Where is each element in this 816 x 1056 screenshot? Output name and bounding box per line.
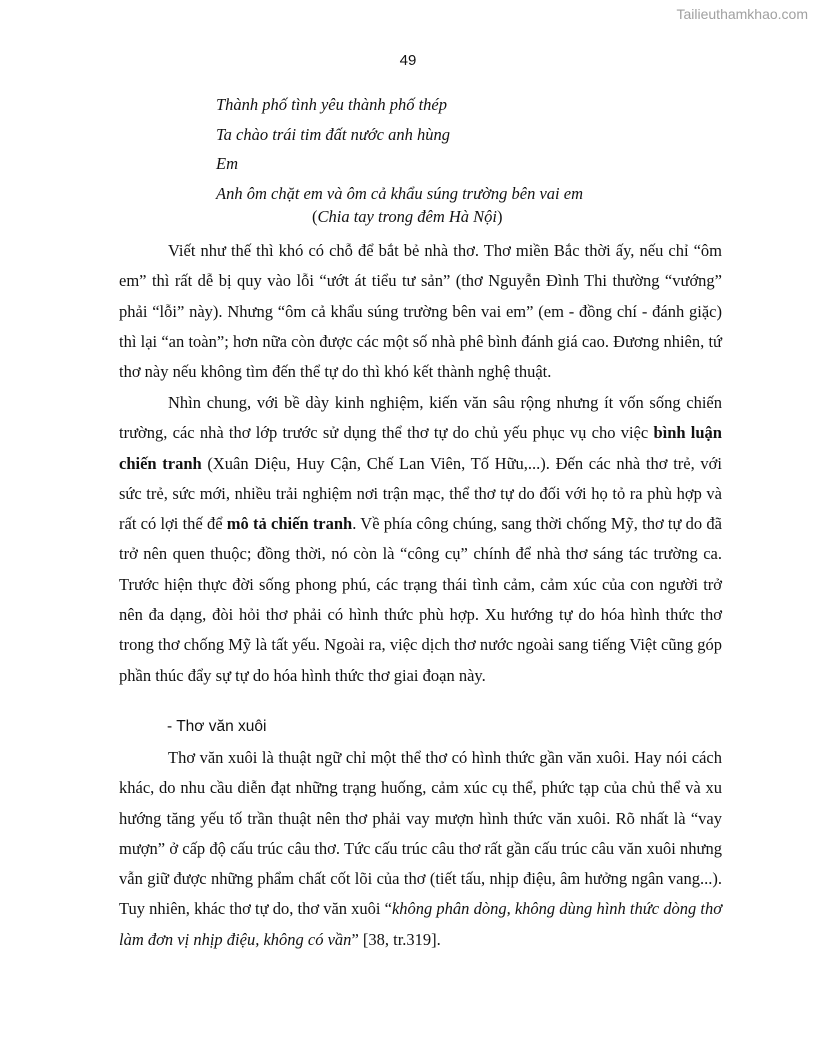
poem-source-close: )	[497, 207, 503, 226]
poem-source-open: (	[312, 207, 318, 226]
paragraph-text: Thơ văn xuôi là thuật ngữ chỉ một thể thơ có hình thức gần văn xuôi. Hay nói cách khác, do nhu cầu diễn đạt những trạng huống, cảm xúc cụ thể, phức tạp của chủ thể và xu hướng tăng yếu tố trần thuật nên thơ phải vay mượn hình thức văn xuôi. Rõ nhất là “vay mượn” ở cấp độ cấu trúc câu thơ. Tức cấu trúc câu thơ rất gần cấu trúc câu văn xuôi nhưng vẫn giữ được những phẩm chất cốt lõi của thơ (tiết tấu, nhịp điệu, âm hưởng ngân vang...). Tuy nhiên, khác thơ tự do, thơ văn xuôi “	[119, 748, 722, 919]
poem-line: Ta chào trái tim đất nước anh hùng	[216, 124, 450, 144]
body-paragraph-1: Viết như thế thì khó có chỗ để bắt bẻ nhà thơ. Thơ miền Bắc thời ấy, nếu chỉ “ôm em” thì rất dễ bị quy vào lỗi “ướt át tiểu tư sản” (thơ Nguyễn Đình Thi thường “vướng” phải “lỗi” này). Nhưng “ôm cả khẩu súng trường bên vai em” (em - đồng chí - đánh giặc) thì lại “an toàn”; hơn nữa còn được các một số nhà phê bình đánh giá cao. Đương nhiên, tứ thơ này nếu không tìm đến thể tự do thì khó kết thành nghệ thuật.	[119, 241, 722, 382]
paragraph-text: (Xuân Diệu, Huy Cận, Chế Lan Viên, Tố Hữu,...). Đến các nhà thơ trẻ, với sức trẻ, sức mới, nhiều trải nghiệm nơi trận mạc, thể thơ tự do đối với họ tỏ ra phù hợp và rất có lợi thế để	[119, 453, 722, 534]
emphasis-text: mô tả chiến tranh	[226, 514, 353, 534]
poem-source	[312, 207, 503, 227]
poem-line: Em	[216, 154, 238, 173]
section-subheading: - Thơ văn xuôi	[167, 718, 267, 735]
poem-excerpt	[216, 90, 583, 208]
quoted-definition: không phân dòng, không dùng hình thức dòng thơ làm đơn vị nhịp điệu, không có vần	[119, 899, 723, 949]
poem-source-title: Chia tay trong đêm Hà Nội	[317, 207, 498, 226]
poem-line: Thành phố tình yêu thành phố thép	[216, 95, 447, 114]
poem-line: Anh ôm chặt em và ôm cả khẩu súng trường bên vai em	[216, 183, 583, 203]
emphasis-text: bình luận chiến tranh	[119, 423, 722, 473]
watermark: Tailieuthamkhao.com	[676, 6, 808, 22]
paragraph-text: . Về phía công chúng, sang thời chống Mỹ, thơ tự do đã trở nên quen thuộc; đồng thời, nó còn là “công cụ” chính để nhà thơ sáng tác trường ca. Trước hiện thực đời sống phong phú, các trạng thái tình cảm, cảm xúc của con người trở nên đa dạng, đòi hỏi thơ phải có hình thức phù hợp. Xu hướng tự do hóa hình thức thơ trong thơ chống Mỹ là tất yếu. Ngoài ra, việc dịch thơ nước ngoài sang tiếng Việt cũng góp phần thúc đẩy sự tự do hóa hình thức thơ giai đoạn này.	[119, 514, 722, 685]
body-paragraph-2	[119, 388, 722, 691]
body-paragraph-3	[119, 743, 722, 955]
paragraph-text: Nhìn chung, với bề dày kinh nghiệm, kiến văn sâu rộng nhưng ít vốn sống chiến trường, các nhà thơ lớp trước sử dụng thể thơ tự do chủ yếu phục vụ cho việc	[119, 393, 722, 443]
paragraph-text: ” [38, tr.319].	[351, 929, 441, 949]
page-number: 49	[399, 52, 417, 69]
